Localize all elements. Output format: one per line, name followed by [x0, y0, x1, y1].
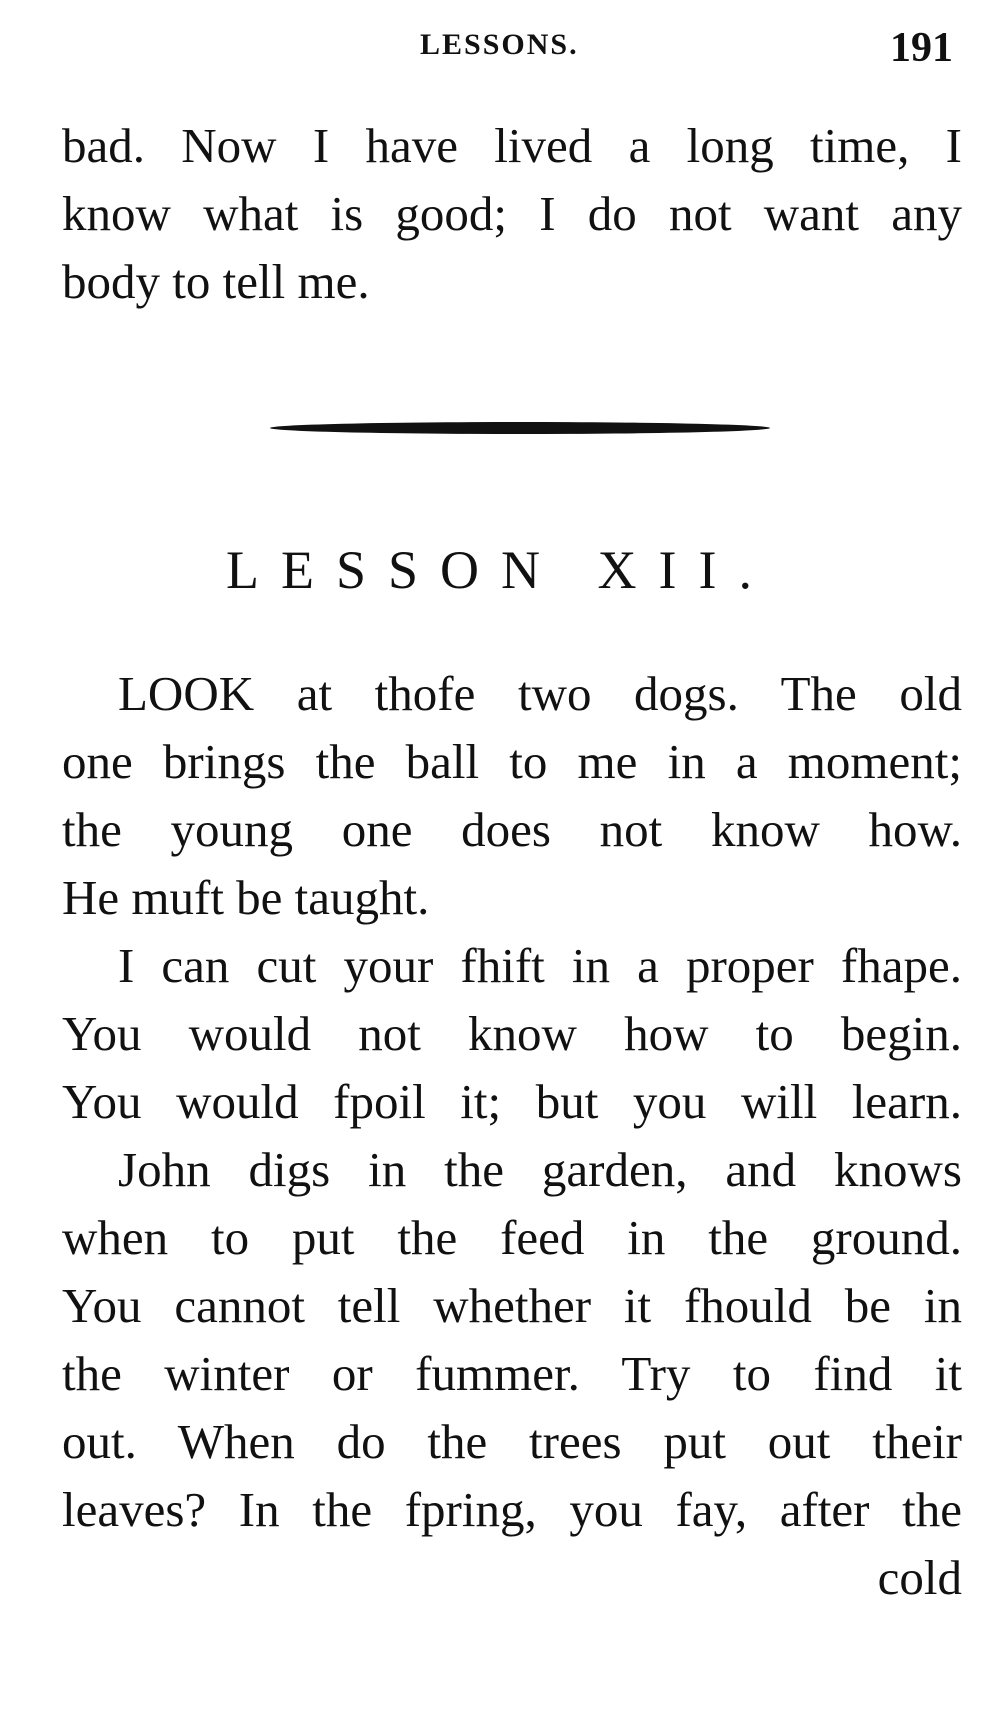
- text-line: know what is good; I do not want any: [62, 186, 962, 241]
- text-line: You would not know how to begin.: [62, 1006, 962, 1061]
- top-paragraph: [62, 112, 962, 316]
- text-line: body to tell me.: [62, 254, 370, 309]
- text-line: leaves? In the fpring, you fay, after the: [62, 1482, 962, 1537]
- catchword: cold: [877, 1550, 962, 1605]
- text-line: You cannot tell whether it fhould be in: [62, 1278, 962, 1333]
- text-line: I can cut your fhift in a proper fhape.: [118, 938, 962, 993]
- running-head: [0, 24, 1000, 84]
- lesson-heading: LESSON XII.: [226, 540, 774, 600]
- section-divider: [270, 422, 770, 434]
- text-line: the winter or fummer. Try to find it: [62, 1346, 962, 1401]
- text-line: LOOK at thofe two dogs. The old: [118, 666, 962, 721]
- text-line: bad. Now I have lived a long time, I: [62, 118, 962, 173]
- running-title: LESSONS.: [420, 28, 579, 61]
- page-number: 191: [890, 25, 953, 71]
- text-line: the young one does not know how.: [62, 802, 962, 857]
- text-line: John digs in the garden, and knows: [118, 1142, 962, 1197]
- text-line: He muft be taught.: [62, 870, 430, 925]
- text-line: out. When do the trees put out their: [62, 1414, 962, 1469]
- text-line: one brings the ball to me in a moment;: [62, 734, 962, 789]
- text-line: when to put the feed in the ground.: [62, 1210, 962, 1265]
- text-line: You would fpoil it; but you will learn.: [62, 1074, 962, 1129]
- lesson-body: [62, 660, 962, 1612]
